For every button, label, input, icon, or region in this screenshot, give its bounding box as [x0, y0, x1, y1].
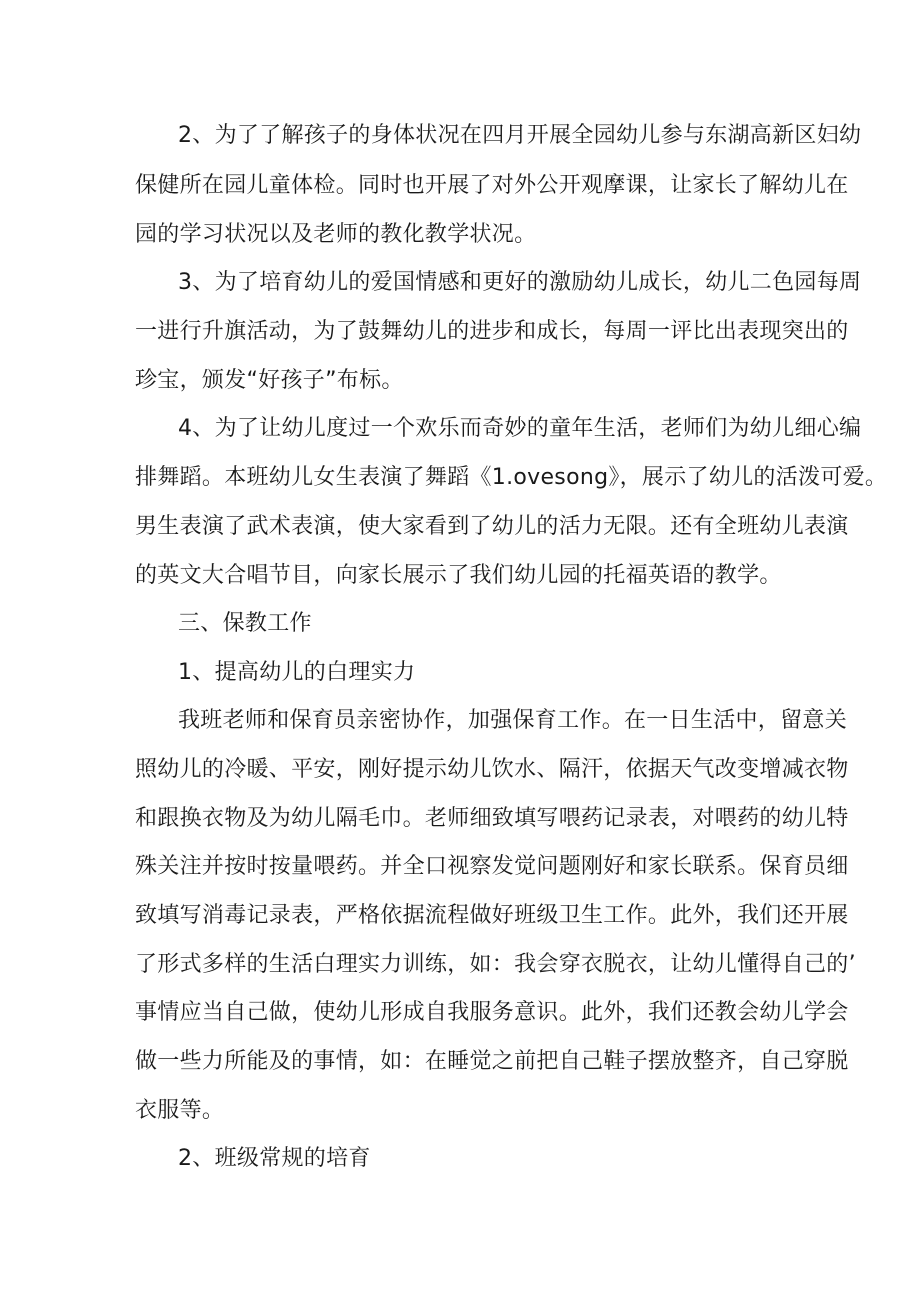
body-paragraph-line-8: 做一些力所能及的事情，如：在睡觉之前把自己鞋子摆放整齐，自己穿脱	[135, 1049, 849, 1074]
paragraph-3-line-1: 3、为了培育幼儿的爱国情感和更好的激励幼儿成长，幼儿二色园每周	[178, 270, 862, 295]
paragraph-2-line-3: 园的学习状况以及老师的教化教学状况。	[135, 222, 537, 247]
paragraph-4-line-1: 4、为了让幼儿度过一个欢乐而奇妙的童年生活，老师们为幼儿细心编	[178, 416, 862, 441]
paragraph-2-line-2: 保健所在园儿童体检。同时也开展了对外公开观摩课，让家长了解幼儿在	[135, 173, 849, 198]
paragraph-4-line-3: 男生表演了武术表演，使大家看到了幼儿的活力无限。还有全班幼儿表演	[135, 514, 849, 539]
paragraph-2-line-1: 2、为了了解孩子的身体状况在四月开展全园幼儿参与东湖高新区妇幼	[178, 123, 862, 148]
paragraph-3-line-2: 一进行升旗活动，为了鼓舞幼儿的进步和成长，每周一评比出表现突出的	[135, 319, 849, 344]
body-paragraph-line-1: 我班老师和保育员亲密协作，加强保育工作。在一日生活中，留意关	[178, 708, 848, 733]
body-paragraph-line-6: 了形式多样的生活白理实力训练，如：我会穿衣脱衣，让幼儿懂得自己的’	[135, 952, 856, 977]
paragraph-4-line-4: 的英文大合唱节目，向家长展示了我们幼儿园的托福英语的教学。	[135, 563, 782, 588]
body-paragraph-line-7: 事情应当自己做，使幼儿形成自我服务意识。此外，我们还教会幼儿学会	[135, 1000, 849, 1025]
paragraph-3-line-3: 珍宝，颁发“好孩子”布标。	[135, 368, 404, 393]
body-paragraph-line-5: 致填写消毒记录表，严格依据流程做好班级卫生工作。此外，我们还开展	[135, 903, 849, 928]
section-heading: 三、保教工作	[178, 611, 312, 636]
body-paragraph-line-3: 和跟换衣物及为幼儿隔毛巾。老师细致填写喂药记录表，对喂药的幼儿特	[135, 806, 849, 831]
body-paragraph-line-9: 衣服等。	[135, 1098, 225, 1123]
body-paragraph-line-4: 殊关注并按时按量喂药。并全口视察发觉问题刚好和家长联系。保育员细	[135, 854, 849, 879]
body-paragraph-line-2: 照幼儿的冷暖、平安，刚好提示幼儿饮水、隔汗，依据天气改变增减衣物	[135, 757, 849, 782]
subsection-heading-1: 1、提高幼儿的白理实力	[178, 660, 416, 685]
subsection-heading-2: 2、班级常规的培育	[178, 1146, 371, 1171]
paragraph-4-line-2: 排舞蹈。本班幼儿女生表演了舞蹈《1.ovesong》，展示了幼儿的活泼可爱。	[135, 465, 888, 490]
